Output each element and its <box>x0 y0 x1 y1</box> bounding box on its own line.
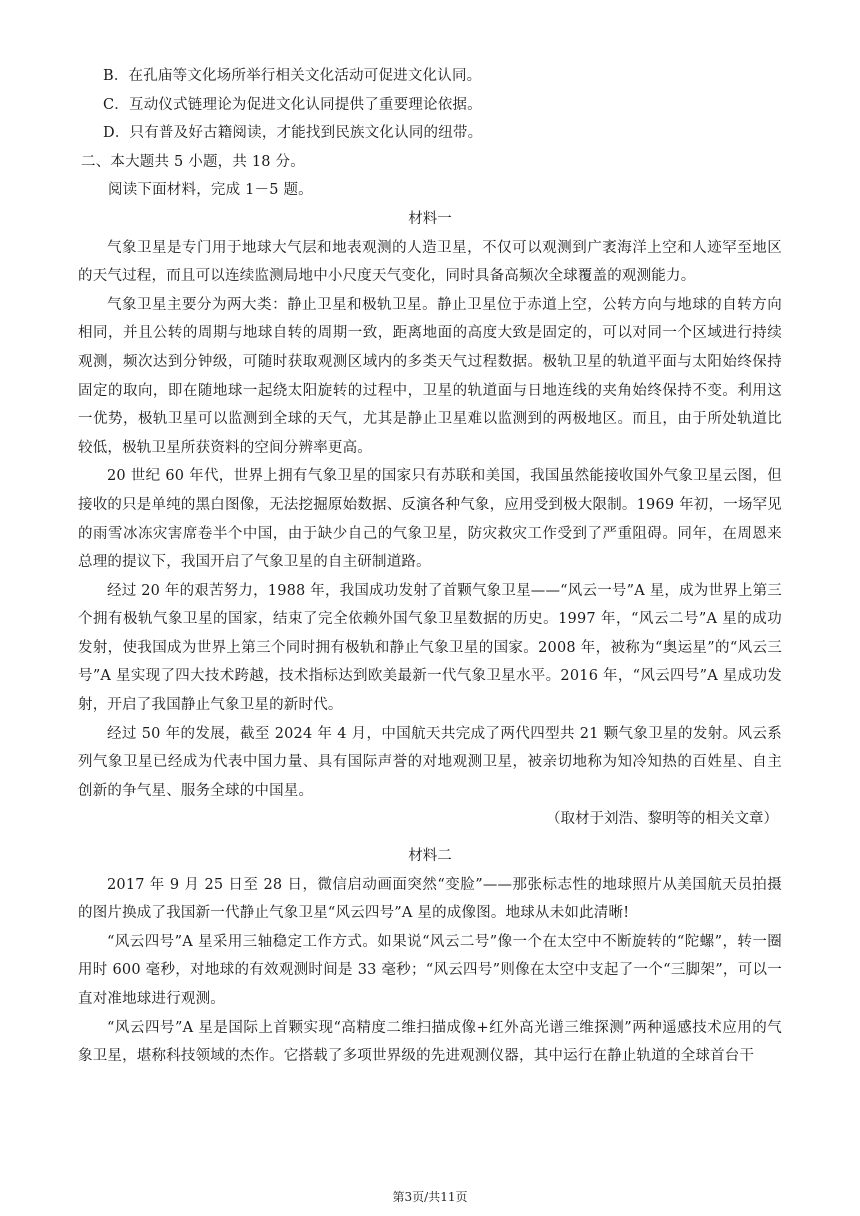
material-two-paragraph: “风云四号”A 星采用三轴稳定工作方式。如果说“风云二号”像一个在太空中不断旋转的“陀螺”，转一圈用时 600 毫秒，对地球的有效观测时间是 33 毫秒；“风云四号”则像在太空中支起了一个“三脚架”，可以一直对准地球进行观测。 <box>78 933 782 1007</box>
spacer <box>78 834 782 842</box>
material-one-paragraph: 经过 50 年的发展，截至 2024 年 4 月，中国航天共完成了两代四型共 21 颗气象卫星的发射。风云系列气象卫星已经成为代表中国力量、具有国际声誉的对地观测卫星，被亲切地称为知冷知热的百姓星、自主创新的争气星、服务全球的中国星。 <box>78 725 782 799</box>
material-two-title: 材料二 <box>408 848 452 865</box>
reading-instruction: 阅读下面材料，完成 1－5 题。 <box>108 182 313 199</box>
material-one-source: （取材于刘浩、黎明等的相关文章） <box>546 811 778 828</box>
material-one-paragraph: 气象卫星是专门用于地球大气层和地表观测的人造卫星，不仅可以观测到广袤海洋上空和人迹罕至地区的天气过程，而且可以连续监测局地中小尺度天气变化，同时具备高频次全球覆盖的观测能力。 <box>78 239 782 285</box>
option-b: B．在孔庙等文化场所举行相关文化活动可促进文化认同。 <box>103 68 482 84</box>
option-c: C．互动仪式链理论为促进文化认同提供了重要理论依据。 <box>103 96 482 113</box>
page-number: 第3页/共11页 <box>392 1190 468 1204</box>
material-one-paragraph: 经过 20 年的艰苦努力，1988 年，我国成功发射了首颗气象卫星——“风云一号”A 星，成为世界上第三个拥有极轨气象卫星的国家，结束了完全依赖外国气象卫星数据的历史。1997 年，“风云二号”A 星的成功发射，使我国成为世界上第三个同时拥有极轨和静止气象卫星的国家。2008 年，被称为“奥运星”的“风云三号”A 星实现了四大技术跨越，技术指标达到欧美最新一代气象卫星水平。2016 年，“风云四号”A 星成功发射，开启了我国静止气象卫星的新时代。 <box>78 582 782 714</box>
material-two-paragraph: 2017 年 9 月 25 日至 28 日，微信启动画面突然“变脸”——那张标志性的地球照片从美国航天员拍摄的图片换成了我国新一代静止气象卫星“风云四号”A 星的成像图。地球从未如此清晰! <box>78 876 782 922</box>
material-one-title: 材料一 <box>408 210 452 227</box>
material-one-paragraph: 气象卫星主要分为两大类：静止卫星和极轨卫星。静止卫星位于赤道上空，公转方向与地球的自转方向相同，并且公转的周期与地球自转的周期一致，距离地面的高度大致是固定的，可以对同一个区域进行持续观测，频次达到分钟级，可随时获取观测区域内的多类天气过程数据。极轨卫星的轨道平面与太阳始终保持固定的取向，即在随地球一起绕太阳旋转的过程中，卫星的轨道面与日地连线的夹角始终保持不变。利用这一优势，极轨卫星可以监测到全球的天气，尤其是静止卫星难以监测到的两极地区。而且，由于所处轨道比较低，极轨卫星所获资料的空间分辨率更高。 <box>78 296 782 456</box>
section-heading: 二、本大题共 5 小题，共 18 分。 <box>81 153 305 170</box>
option-d: D．只有普及好古籍阅读，才能找到民族文化认同的纽带。 <box>103 125 483 142</box>
material-two-paragraph: “风云四号”A 星是国际上首颗实现“高精度二维扫描成像+红外高光谱三维探测”两种遥感技术应用的气象卫星，堪称科技领域的杰作。它搭载了多项世界级的先进观测仪器，其中运行在静止轨道的全球首台干 <box>78 1019 782 1065</box>
material-one-paragraph: 20 世纪 60 年代，世界上拥有气象卫星的国家只有苏联和美国，我国虽然能接收国外气象卫星云图，但接收的只是单纯的黑白图像，无法挖掘原始数据、反演各种气象，应用受到极大限制。1969 年初，一场罕见的雨雪冰冻灾害席卷半个中国，由于缺少自己的气象卫星，防灾救灾工作受到了严重阻碍。同年，在周恩来总理的提议下，我国开启了气象卫星的自主研制道路。 <box>78 468 783 571</box>
